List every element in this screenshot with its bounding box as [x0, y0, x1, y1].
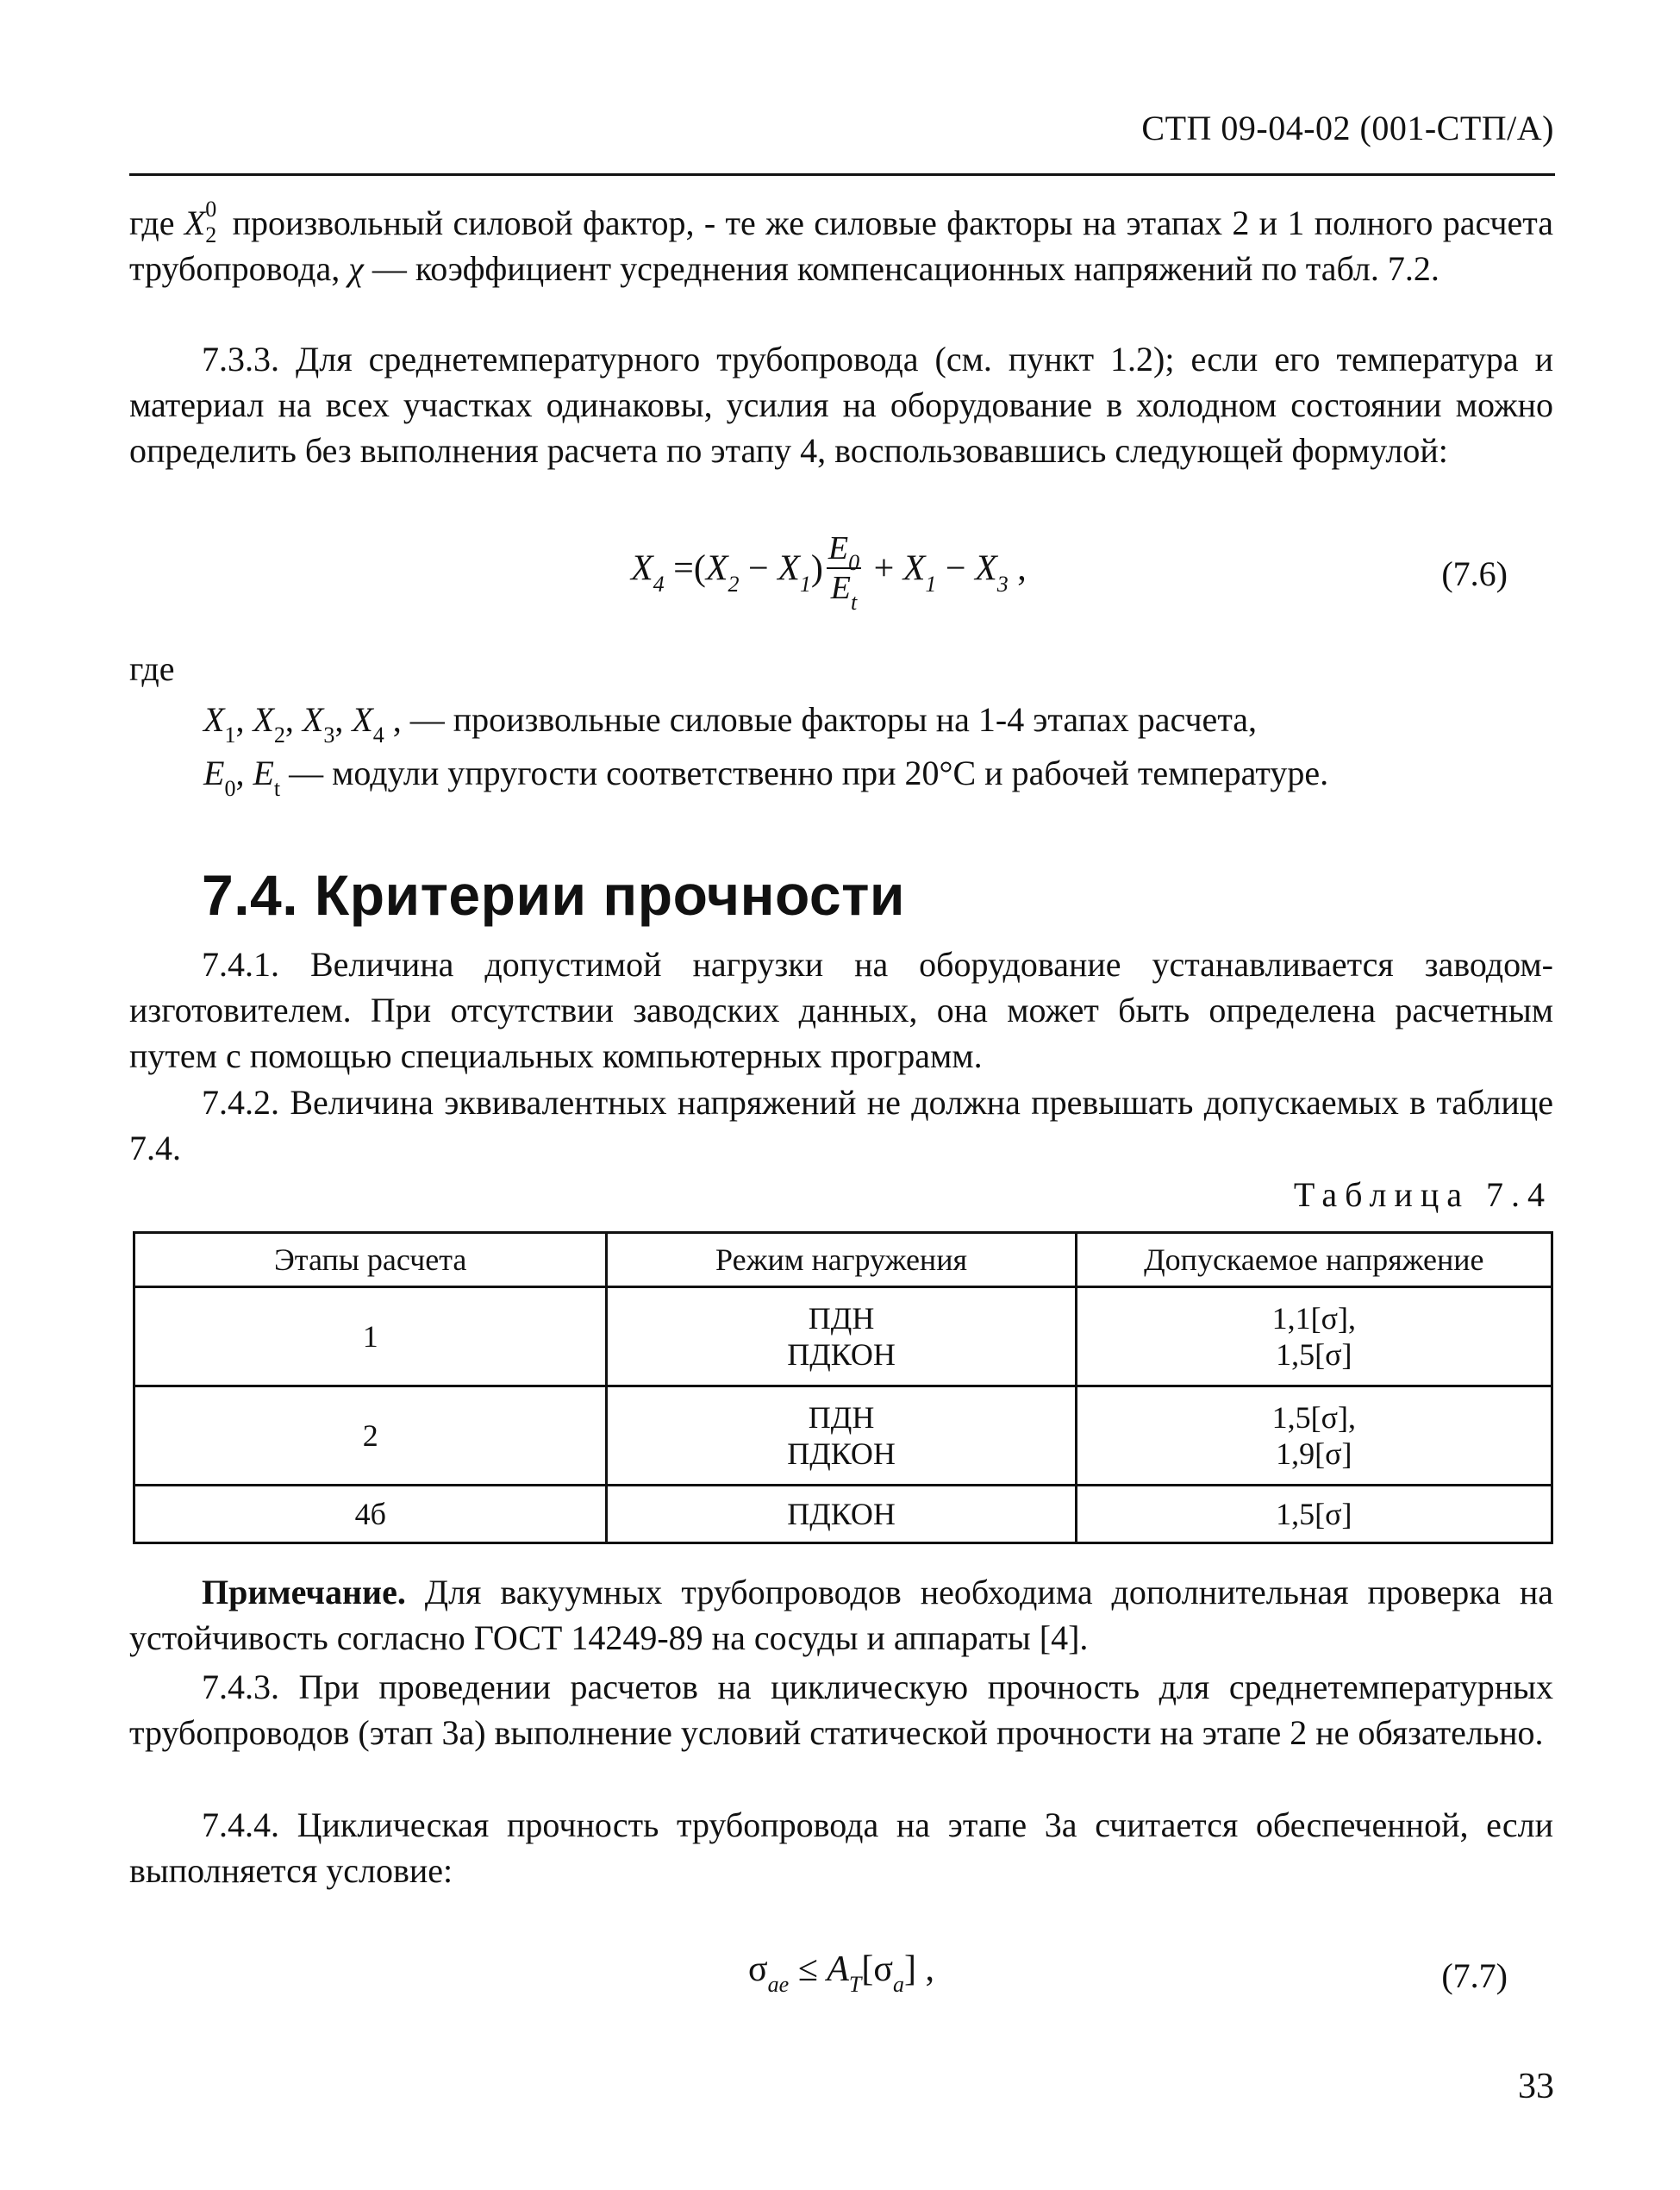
cell-mode: ПДКОН: [607, 1486, 1076, 1543]
header-stage: Этапы расчета: [134, 1233, 607, 1287]
paragraph-7-4-3: 7.4.3. При проведении расчетов на циклическую прочность для среднетемпературных трубопроводов (этап 3а) выполнение условий статической прочности на этапе 2 не обязательно.: [129, 1668, 1553, 1752]
table-row: [134, 1386, 1552, 1486]
table-row: [134, 1287, 1552, 1386]
header-load-mode: Режим нагружения: [607, 1233, 1076, 1287]
cell-stage: 1: [134, 1287, 607, 1386]
symbol-x2-0: X: [184, 203, 206, 242]
paragraph-7-4-2: 7.4.2. Величина эквивалентных напряжений не должна превышать допускаемых в таблице 7.4.: [129, 1083, 1553, 1167]
cell-allowable: 1,1[σ], 1,5[σ]: [1076, 1287, 1552, 1386]
allowable-stress-table: [133, 1231, 1553, 1544]
definition-x-factors: $X_1$, $X_2$, $X_3$, $X_4$ , — произвольные силовые факторы на 1-4 этапах расчета,: [203, 700, 1258, 748]
page-number: 33: [1518, 2067, 1554, 2106]
symbol-chi: χ: [348, 249, 364, 288]
paragraph-intro: где X 0 2 произвольный силовой фактор, - те же силовые факторы на этапах 2 и 1 полного расчета трубопровода, χ — коэффициент усреднения компенсационных напряжений по табл. 7.2.: [129, 197, 1553, 288]
doc-code-header: СТП 09-04-02 (001-СТП/А): [1141, 109, 1554, 147]
paragraph-7-3-3: 7.3.3. Для среднетемпературного трубопровода (см. пункт 1.2); если его температура и материал на всех участках одинаковы, усилия на оборудование в холодном состоянии можно определить без выполнения расчета по этапу 4, воспользовавшись следующей формулой:: [129, 340, 1553, 470]
header-allowable-stress: Допускаемое напряжение: [1076, 1233, 1552, 1287]
equation-number-7-7: (7.7): [1441, 1956, 1508, 1995]
cell-stage: 4б: [134, 1486, 607, 1543]
section-heading-7-4: 7.4. Критерии прочности: [202, 863, 906, 927]
cell-stage: 2: [134, 1386, 607, 1486]
cell-allowable: 1,5[σ]: [1076, 1486, 1552, 1543]
table-caption: Таблица 7.4: [1293, 1175, 1552, 1214]
header-rule: [129, 173, 1555, 176]
cell-mode: ПДН ПДКОН: [607, 1386, 1076, 1486]
note-paragraph: Примечание. Для вакуумных трубопроводов необходима дополнительная проверка на устойчивость согласно ГОСТ 14249-89 на сосуды и аппараты [4].: [129, 1573, 1553, 1657]
note-label: Примечание.: [202, 1573, 406, 1611]
fraction-e0-et: $\frac{E_0}{E_t}$: [828, 530, 860, 615]
paragraph-7-4-4: 7.4.4. Циклическая прочность трубопровода на этапе 3а считается обеспеченной, если выполняется условие:: [129, 1805, 1553, 1890]
formula-7-7: $\sigma_{ae} \le A_T[\sigma_a]$ ,: [748, 1949, 935, 1998]
definition-e-moduli: $E_0$, $E_t$ — модули упругости соответственно при 20°С и рабочей температуре.: [203, 754, 1329, 801]
equation-number-7-6: (7.6): [1441, 554, 1508, 593]
paragraph-7-4-1: 7.4.1. Величина допустимой нагрузки на оборудование устанавливается заводом-изготовителем. При отсутствии заводских данных, она может быть определена расчетным путем с помощью специальных компьютерных программ.: [129, 945, 1553, 1075]
table-row: [134, 1486, 1552, 1543]
cell-mode: ПДН ПДКОН: [607, 1287, 1076, 1386]
cell-allowable: 1,5[σ], 1,9[σ]: [1076, 1386, 1552, 1486]
where-label: где: [129, 649, 175, 688]
formula-7-6: $X_4 =(X_2 - X_1)$ $\frac{E_0}{E_t}$ + $X_1 - X_3$ ,: [631, 530, 1027, 615]
table-header-row: [134, 1233, 1552, 1287]
